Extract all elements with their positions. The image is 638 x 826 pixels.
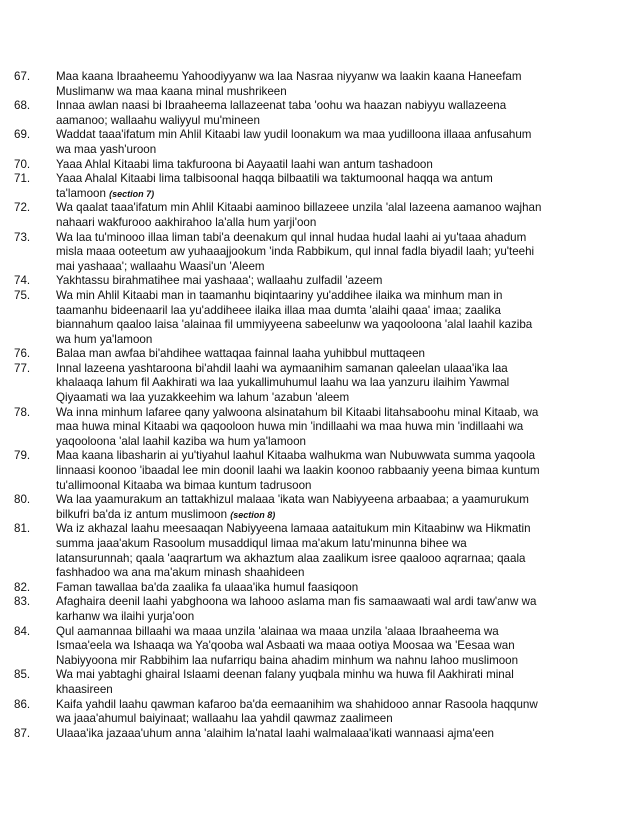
verse-number: 82. — [14, 580, 31, 594]
section-note: (section 7) — [109, 188, 155, 199]
verse-text — [56, 347, 624, 362]
verse-text — [56, 493, 624, 522]
verse-body: Afaghaira deenil laahi yabghoona wa lahooo aslama man fis samaawaati wal ardi taw'anw wa karhanw wa ilaihi yurja'oon — [56, 595, 537, 623]
verse-body: Innaa awlan naasi bi Ibraaheema lallazeenat taba 'oohu wa haazan nabiyyu wallazeena aamanoo; wallaahu waliyyul mu'mineen — [56, 99, 507, 127]
verse-text — [56, 698, 624, 727]
verse-row — [14, 158, 624, 173]
verse-row — [14, 493, 624, 522]
verse-row — [14, 201, 624, 230]
verse-text — [56, 581, 624, 596]
verse-number: 70. — [14, 157, 31, 171]
verse-text — [56, 449, 624, 493]
verse-body: Maa kaana Ibraaheemu Yahoodiyyanw wa laa Nasraa niyyanw wa laakin kaana Haneefam Muslimanw wa maa kaana minal mushrikeen — [56, 70, 522, 98]
verse-row — [14, 581, 624, 596]
verse-row — [14, 449, 624, 493]
verse-text — [56, 99, 624, 128]
verse-row — [14, 406, 624, 450]
verse-text — [56, 625, 624, 669]
verse-body: Maa kaana libasharin ai yu'tiyahul laahul Kitaaba walhukma wan Nubuwwata summa yaqoola linnaasi koonoo 'ibaadal lee min doonil laahi wa laakin koonoo rabbaaniy yeena bimaa kuntum tu'allimoonal Kitaaba wa bimaa kuntum tadrusoon — [56, 449, 540, 492]
verse-row — [14, 274, 624, 289]
verse-number: 80. — [14, 493, 31, 507]
verse-body: Wa laa yaamurakum an tattakhizul malaaa 'ikata wan Nabiyyeena arbaabaa; a yaamurukum bilkufri ba'da iz antum muslimoon — [56, 493, 529, 521]
verse-number: 84. — [14, 624, 31, 638]
verse-number: 78. — [14, 405, 31, 419]
verse-text — [56, 158, 624, 173]
verse-number: 75. — [14, 288, 31, 302]
verse-text — [56, 289, 624, 347]
verse-text — [56, 231, 624, 275]
verse-body: Faman tawallaa ba'da zaalika fa ulaaa'ika humul faasiqoon — [56, 580, 359, 594]
verse-number: 76. — [14, 347, 31, 361]
verse-body: Waddat taaa'ifatum min Ahlil Kitaabi law yudil loonakum wa maa yudilloona illaaa anfusahum wa maa yash'uroon — [56, 128, 532, 156]
verse-text — [56, 406, 624, 450]
verse-row — [14, 172, 624, 201]
verse-body: Wa mai yabtaghi ghairal Islaami deenan falany yuqbala minhu wa huwa fil Aakhirati minal khaasireen — [56, 668, 514, 696]
verse-row — [14, 522, 624, 580]
verse-body: Innal lazeena yashtaroona bi'ahdil laahi wa aymaanihim samanan qaleelan ulaaa'ika laa khalaaqa lahum fil Aakhirati wa laa yukallimuhumul laahu wa laa yanzuru ilaihim Yawmal Qiyaamati wa laa yuzakkeehim wa lahum 'azabun 'aleem — [56, 361, 510, 405]
verse-text — [56, 274, 624, 289]
verse-body: Wa laa tu'minooo illaa liman tabi'a deenakum qul innal hudaa hudal laahi ai yu'taaa ahadum misla maaa ooteetum aw yuhaaajjookum 'inda Rabbikum, qul innal fadla biyadil laah; yu'teehi mai yashaaa'; wallaahu Waasi'un 'Aleem — [56, 230, 535, 273]
verse-list — [14, 70, 624, 741]
verse-number: 79. — [14, 449, 31, 463]
verse-row — [14, 668, 624, 697]
verse-text — [56, 201, 624, 230]
verse-number: 71. — [14, 172, 31, 186]
verse-body: Yakhtassu birahmatihee mai yashaaa'; wallaahu zulfadil 'azeem — [56, 274, 383, 288]
verse-body: Ulaaa'ika jazaaa'uhum anna 'alaihim la'natal laahi walmalaaa'ikati wannaasi ajma'een — [56, 726, 495, 740]
verse-number: 74. — [14, 274, 31, 288]
verse-row — [14, 347, 624, 362]
verse-text — [56, 172, 624, 201]
verse-body: Wa min Ahlil Kitaabi man in taamanhu biqintaariny yu'addihee ilaika wa minhum man in taamanhu bideenaaril laa yu'addiheee ilaika illaa maa dumta 'alaihi qaaa' imaa; zaalika biannahum qaaloo laisa 'alainaa fil ummiyyeena sabeelunw wa yaqooloona 'alal laahil kaziba wa hum ya'lamoon — [56, 288, 533, 346]
verse-row — [14, 289, 624, 347]
verse-number: 68. — [14, 99, 31, 113]
section-note: (section 8) — [230, 509, 276, 520]
verse-body: Yaaa Ahlal Kitaabi lima takfuroona bi Aayaatil laahi wan antum tashadoon — [56, 157, 433, 171]
verse-number: 69. — [14, 128, 31, 142]
verse-row — [14, 698, 624, 727]
verse-text — [56, 668, 624, 697]
verse-body: Yaaa Ahalal Kitaabi lima talbisoonal haqqa bilbaatili wa taktumoonal haqqa wa antum ta'lamoon — [56, 172, 493, 200]
verse-text — [56, 70, 624, 99]
verse-number: 77. — [14, 361, 31, 375]
verse-row — [14, 128, 624, 157]
verse-number: 67. — [14, 70, 31, 83]
verse-number: 85. — [14, 668, 31, 682]
verse-row — [14, 362, 624, 406]
verse-row — [14, 70, 624, 99]
verse-number: 86. — [14, 697, 31, 711]
verse-body: Kaifa yahdil laahu qawman kafaroo ba'da eemaanihim wa shahidooo annar Rasoola haqqunw wa jaaa'ahumul baiyinaat; wallaahu laa yahdil qawmaz zaalimeen — [56, 697, 538, 726]
verse-number: 81. — [14, 522, 31, 536]
verse-body: Wa qaalat taaa'ifatum min Ahlil Kitaabi aaminoo billazeee unzila 'alal lazeena aamanoo wajhan nahaari wakfurooo aakhirahoo la'alla hum yarji'oon — [56, 201, 542, 229]
verse-number: 72. — [14, 201, 31, 215]
verse-body: Qul aamannaa billaahi wa maaa unzila 'alainaa wa maaa unzila 'alaaa Ibraaheema wa Ismaa'eela wa Ishaaqa wa Ya'qooba wal Asbaati wa maaa ootiya Moosaa wa 'Eesaa wan Nabiyyoona mir Rabbihim laa nufarriqu baina ahadim minhum wa nahnu lahoo muslimoon — [56, 624, 519, 667]
verse-body: Balaa man awfaa bi'ahdihee wattaqaa fainnal laaha yuhibbul muttaqeen — [56, 347, 425, 361]
verse-row — [14, 727, 624, 742]
verse-number: 87. — [14, 726, 31, 740]
verse-text — [56, 727, 624, 742]
verse-row — [14, 99, 624, 128]
verse-text — [56, 362, 624, 406]
verse-text — [56, 522, 624, 580]
verse-number: 73. — [14, 230, 31, 244]
verse-row — [14, 595, 624, 624]
verse-row — [14, 231, 624, 275]
verse-number: 83. — [14, 595, 31, 609]
verse-text — [56, 595, 624, 624]
verse-text — [56, 128, 624, 157]
verse-row — [14, 625, 624, 669]
verse-body: Wa iz akhazal laahu meesaaqan Nabiyyeena lamaaa aataitukum min Kitaabinw wa Hikmatin summa jaaa'akum Rasoolum musaddiqul limaa ma'akum latu'minunna bihee wa latansurunnah; qaala 'aaqrartum wa akhaztum alaa zaalikum isree qaalooo aqrarnaa; qaala fashhadoo wa ana ma'akum minash shaahideen — [56, 522, 531, 580]
verse-body: Wa inna minhum lafaree qany yalwoona alsinatahum bil Kitaabi litahsaboohu minal Kitaab, wa maa huwa minal Kitaabi wa qaqooloon huwa min 'indillaahi wa maa huwa min 'indillaahi wa yaqooloona 'alal laahil kaziba wa hum ya'lamoon — [56, 405, 539, 448]
